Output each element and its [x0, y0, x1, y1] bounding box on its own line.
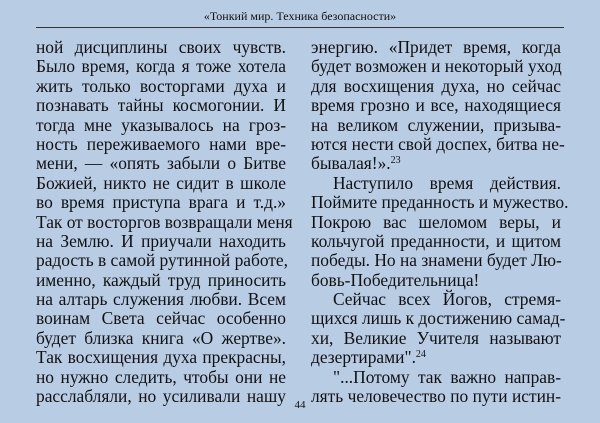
- text-line: Покрою вас шеломом веры, и: [311, 211, 561, 232]
- footnote-marker: 24: [415, 349, 426, 361]
- text-line: но нужно следить, чтобы они не: [36, 366, 286, 387]
- text-line: жить только восторгами духа и: [36, 75, 286, 96]
- text-line: лять человечество по пути истин-: [311, 386, 561, 407]
- text-line: кольчугой преданности, и щитом: [311, 230, 561, 251]
- text-line: будет возможен и некоторый уход: [311, 56, 562, 77]
- text-line: воинам Света сейчас особенно: [36, 308, 286, 329]
- text-line: для восхищения духа, но сейчас: [311, 75, 561, 96]
- text-line: во время приступа врага и т.д.»: [36, 192, 286, 213]
- text-line: расслабляли, но усиливали нашу: [36, 386, 286, 407]
- text-line: Так от восторгов возвращали меня: [36, 211, 293, 232]
- text-line: Сейчас всех Йогов, стремя-: [333, 289, 561, 310]
- left-column: [36, 37, 293, 407]
- text-line: Наступило время действия.: [333, 172, 561, 193]
- text-line: познавать тайны космогонии. И: [36, 95, 286, 116]
- footnote-marker: 23: [390, 155, 401, 167]
- text-line: энергию. «Придет время, когда: [311, 37, 561, 57]
- text-line: на алтарь служения любви. Всем: [36, 289, 286, 310]
- text-line: тогда мне указывалось на гроз-: [36, 114, 286, 135]
- text-line: Было время, когда я тоже хотела: [36, 56, 286, 77]
- text-span: дезертирами".: [311, 347, 416, 368]
- text-line: будет близка книга «О жертве».: [36, 327, 286, 348]
- header-rule: [36, 27, 564, 28]
- text-line: время грозно и все, находящиеся: [311, 95, 561, 116]
- paragraph-end-line: [311, 154, 561, 173]
- running-header: «Тонкий мир. Техника безопасности»: [203, 9, 397, 23]
- text-line: Божией, никто не сидит в школе: [36, 172, 286, 193]
- text-line: мени, — «опять забыли о Битве: [36, 153, 286, 174]
- text-line: ность переживаемого нами вре-: [36, 133, 286, 154]
- page-number: 44: [294, 399, 306, 411]
- paragraph-end-line: [311, 348, 561, 367]
- text-line: "...Потому так важно направ-: [333, 366, 561, 387]
- text-line: ются нести свой доспех, битва не-: [311, 133, 565, 154]
- text-span: бывалая!».: [311, 153, 391, 174]
- text-line: победы. Но на знамени будет Лю-: [311, 250, 562, 271]
- text-line: радость в самой рутинной работе,: [36, 250, 288, 271]
- text-line: на великом служении, призыва-: [311, 114, 561, 135]
- text-line: хи, Великие Учителя называют: [311, 327, 561, 348]
- text-line: щихся лишь к достижению самад-: [311, 308, 566, 329]
- paragraph-end-line: бовь-Победительница!: [311, 269, 480, 290]
- text-line: на Землю. И приучали находить: [36, 230, 286, 251]
- right-column: [311, 37, 569, 407]
- text-line: ной дисциплины своих чувств.: [36, 37, 286, 57]
- text-line: именно, каждый труд приносить: [36, 269, 286, 290]
- text-line: Поймите преданность и мужество.: [311, 192, 569, 213]
- text-line: Так восхищения духа прекрасны,: [36, 347, 286, 368]
